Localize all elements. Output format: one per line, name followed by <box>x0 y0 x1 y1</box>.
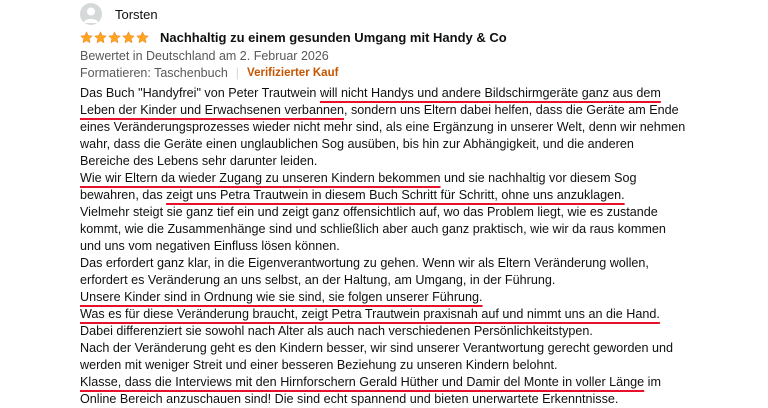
review-text-line <box>80 187 768 204</box>
author-name[interactable]: Torsten <box>115 6 158 22</box>
verified-purchase-badge: Verifizierter Kauf <box>247 67 339 79</box>
underlined-text: Leben der Kinder und Erwachsenen verbannen <box>80 103 344 117</box>
star-icon <box>94 31 107 44</box>
review-text: Vielmehr steigt sie ganz tief ein und zeigt ganz offensichtlich auf, wo das Problem liegt, wie es zustande <box>80 205 658 219</box>
review-text: Dabei differenziert sie sowohl nach Alter als auch nach verschiedenen Persönlichkeitstypen. <box>80 324 593 338</box>
review-meta <box>80 66 338 80</box>
review-text: im <box>644 375 661 389</box>
underlined-text: auf und nimmt uns an die Hand. <box>477 307 660 321</box>
review-text: Online Bereich anzuschauen sind! Die sind echt spannend und bieten unerwartete Erkenntnisse. <box>80 392 619 406</box>
review-text-line <box>80 136 768 153</box>
review-text: wahr, dass die Geräte einen unglaublichen Sog ausüben, bis hin zur Abhängigkeit, und die anderen <box>80 137 634 151</box>
review-text: erfordert es Veränderung an uns selbst, an der Haltung, am Umgang, in der Führung. <box>80 273 556 287</box>
underlined-text: Unsere Kinder sind in Ordnung wie sie sind, sie folgen unserer Führung. <box>80 290 483 304</box>
review-body <box>80 85 768 408</box>
review-text-line <box>80 153 768 170</box>
review-text: kommt, wie die Zusammenhänge sind und schließlich aber auch ganz praktisch, wie wir da raus kommen <box>80 222 666 236</box>
review-text-line <box>80 238 768 255</box>
star-icon <box>108 31 121 44</box>
review-text: werden mit weniger Streit und einer besseren Beziehung zu unseren Kindern belohnt. <box>80 358 558 372</box>
review-text: , sondern uns Eltern dabei helfen, dass die Geräte am Ende <box>343 103 679 117</box>
avatar[interactable] <box>80 3 102 25</box>
review-date: Bewertet in Deutschland am 2. Februar 2026 <box>80 49 329 63</box>
review-text-line <box>80 85 768 102</box>
review-text-line <box>80 255 768 272</box>
underlined-text: Klasse, dass die Interviews mit den Hirnforschern Gerald Hüther und Damir del Monte in voller Länge <box>80 375 645 389</box>
review-text-line <box>80 323 768 340</box>
star-icon <box>80 31 93 44</box>
review-text-line <box>80 374 768 391</box>
review-text-line <box>80 357 768 374</box>
review-text: und uns vom negativen Einfluss lösen können. <box>80 239 340 253</box>
review-text-line <box>80 306 768 323</box>
review-text: eines Veränderungsprozesses wieder nicht mehr sind, als eine Ergänzung in unserer Welt, denn wir nehmen <box>80 120 686 134</box>
review-text-line <box>80 289 768 306</box>
review-text-line <box>80 221 768 238</box>
review-text-line <box>80 204 768 221</box>
star-icon <box>122 31 135 44</box>
review-text-line <box>80 272 768 289</box>
title-row <box>80 30 507 45</box>
underlined-text: Was es für diese Veränderung braucht, zeigt Petra Trautwein praxisnah <box>80 307 478 321</box>
review-text: und sie nachhaltig vor diesem Sog <box>440 171 637 185</box>
star-icon <box>136 31 149 44</box>
underlined-text: will nicht Handys und andere Bildschirmgeräte ganz aus dem <box>319 86 661 100</box>
review-text: bewahren, das <box>80 188 167 202</box>
underlined-text: zeigt uns Petra Trautwein in diesem Buch Schritt für Schritt, ohne uns anzuklagen. <box>166 188 625 202</box>
review-text-line <box>80 170 768 187</box>
review-text: Nach der Veränderung geht es den Kindern besser, wir sind unserer Verantwortung gerecht geworden und <box>80 341 673 355</box>
star-rating[interactable] <box>80 31 150 44</box>
review-text: Das erfordert ganz klar, in die Eigenverantwortung zu gehen. Wenn wir als Eltern Veränderung wollen, <box>80 256 649 270</box>
review-text-line <box>80 391 768 408</box>
review-text-line <box>80 340 768 357</box>
separator: | <box>235 66 240 80</box>
user-icon <box>80 3 102 25</box>
format-label[interactable]: Formatieren: Taschenbuch <box>80 66 228 80</box>
review-text: Bereiche des Lebens sehr darunter leiden. <box>80 154 318 168</box>
underlined-text: Wie wir Eltern da wieder Zugang zu unseren Kindern bekommen <box>80 171 441 185</box>
review-text: Das Buch "Handyfrei" von Peter Trautwein <box>80 86 320 100</box>
review-title[interactable]: Nachhaltig zu einem gesunden Umgang mit Handy & Co <box>160 30 507 45</box>
author-row <box>80 3 158 25</box>
review-text-line <box>80 119 768 136</box>
review-text-line <box>80 102 768 119</box>
